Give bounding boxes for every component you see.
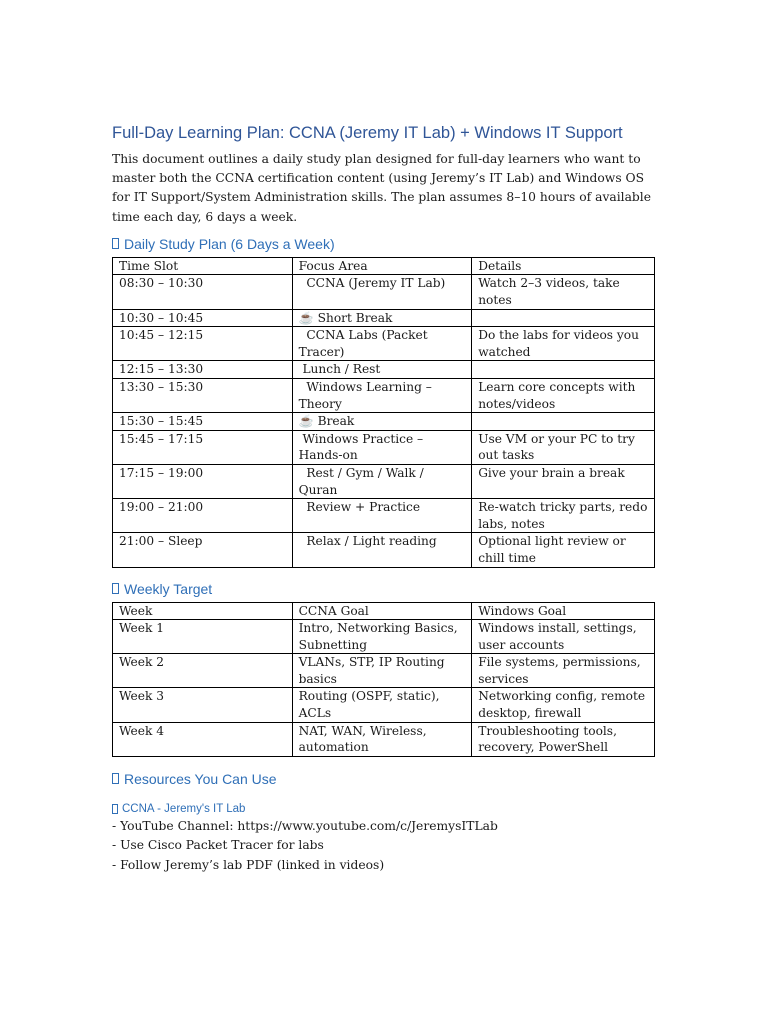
weekly-target-cell: NAT, WAN, Wireless, automation bbox=[292, 722, 472, 756]
daily-plan-table bbox=[112, 257, 655, 568]
resources-subheading-text: CCNA - Jeremy's IT Lab bbox=[122, 802, 246, 815]
weekly-target-cell: Troubleshooting tools, recovery, PowerShell bbox=[472, 722, 655, 756]
daily-plan-cell: Re-watch tricky parts, redo labs, notes bbox=[472, 499, 655, 533]
daily-plan-row bbox=[113, 464, 655, 498]
daily-plan-cell: 10:45 – 12:15 bbox=[113, 327, 293, 361]
weekly-target-cell: Week 1 bbox=[113, 620, 293, 654]
weekly-target-cell: VLANs, STP, IP Routing basics bbox=[292, 654, 472, 688]
daily-plan-cell: 15:45 – 17:15 bbox=[113, 430, 293, 464]
resource-line-youtube[interactable]: - YouTube Channel: https://www.youtube.com/c/JeremysITLab bbox=[112, 818, 498, 833]
resource-line-lab-pdf: - Follow Jeremy’s lab PDF (linked in videos) bbox=[112, 857, 385, 872]
weekly-target-table bbox=[112, 602, 655, 757]
weekly-target-cell: Week 2 bbox=[113, 654, 293, 688]
weekly-target-row bbox=[113, 688, 655, 722]
intro-paragraph: This document outlines a daily study plan designed for full-day learners who want to master both the CCNA certification content (using Jeremy’s IT Lab) and Windows OS for IT Support/System Administration skills. The plan assumes 8–10 hours of available time each day, 6 days a week. bbox=[112, 152, 652, 224]
daily-plan-row bbox=[113, 361, 655, 379]
daily-plan-cell: ☕ Short Break bbox=[292, 309, 472, 327]
daily-plan-header-cell: Details bbox=[472, 257, 655, 275]
weekly-target-cell: Week 4 bbox=[113, 722, 293, 756]
weekly-target-heading-text: Weekly Target bbox=[124, 580, 213, 597]
daily-plan-header-cell: Time Slot bbox=[113, 257, 293, 275]
weekly-target-cell: Networking config, remote desktop, firewall bbox=[472, 688, 655, 722]
missing-emoji-icon bbox=[112, 773, 119, 784]
weekly-target-cell: File systems, permissions, services bbox=[472, 654, 655, 688]
daily-plan-row bbox=[113, 378, 655, 412]
weekly-target-cell: Routing (OSPF, static), ACLs bbox=[292, 688, 472, 722]
document-title: Full-Day Learning Plan: CCNA (Jeremy IT Lab) + Windows IT Support bbox=[112, 124, 623, 142]
daily-plan-row bbox=[113, 533, 655, 567]
daily-plan-cell: Watch 2–3 videos, take notes bbox=[472, 275, 655, 309]
weekly-target-row bbox=[113, 722, 655, 756]
daily-plan-cell: 08:30 – 10:30 bbox=[113, 275, 293, 309]
daily-plan-cell: Learn core concepts with notes/videos bbox=[472, 378, 655, 412]
resources-heading bbox=[112, 771, 652, 787]
daily-plan-cell: Rest / Gym / Walk / Quran bbox=[292, 464, 472, 498]
daily-plan-header-cell: Focus Area bbox=[292, 257, 472, 275]
daily-plan-row bbox=[113, 430, 655, 464]
resources-heading-text: Resources You Can Use bbox=[124, 770, 277, 787]
daily-plan-cell: Give your brain a break bbox=[472, 464, 655, 498]
weekly-target-header-row bbox=[113, 602, 655, 620]
daily-plan-cell: Windows Learning – Theory bbox=[292, 378, 472, 412]
daily-plan-heading bbox=[112, 236, 652, 252]
daily-plan-cell: Review + Practice bbox=[292, 499, 472, 533]
daily-plan-row bbox=[113, 327, 655, 361]
resources-subheading bbox=[112, 803, 652, 815]
weekly-target-cell: Windows install, settings, user accounts bbox=[472, 620, 655, 654]
weekly-target-header-cell: CCNA Goal bbox=[292, 602, 472, 620]
resources-list bbox=[112, 817, 652, 876]
weekly-target-header-cell: Windows Goal bbox=[472, 602, 655, 620]
weekly-target-heading bbox=[112, 581, 652, 597]
daily-plan-cell: CCNA Labs (Packet Tracer) bbox=[292, 327, 472, 361]
daily-plan-cell: 13:30 – 15:30 bbox=[113, 378, 293, 412]
daily-plan-cell: CCNA (Jeremy IT Lab) bbox=[292, 275, 472, 309]
daily-plan-cell: Do the labs for videos you watched bbox=[472, 327, 655, 361]
daily-plan-cell: Relax / Light reading bbox=[292, 533, 472, 567]
daily-plan-cell: 15:30 – 15:45 bbox=[113, 413, 293, 431]
missing-emoji-icon bbox=[112, 238, 119, 249]
weekly-target-row bbox=[113, 620, 655, 654]
daily-plan-row bbox=[113, 309, 655, 327]
weekly-target-cell: Intro, Networking Basics, Subnetting bbox=[292, 620, 472, 654]
weekly-target-header-cell: Week bbox=[113, 602, 293, 620]
daily-plan-row bbox=[113, 499, 655, 533]
weekly-target-cell: Week 3 bbox=[113, 688, 293, 722]
daily-plan-cell: 19:00 – 21:00 bbox=[113, 499, 293, 533]
daily-plan-cell bbox=[472, 309, 655, 327]
resource-line-packet-tracer: - Use Cisco Packet Tracer for labs bbox=[112, 838, 324, 853]
daily-plan-cell: Windows Practice – Hands-on bbox=[292, 430, 472, 464]
daily-plan-cell: Lunch / Rest bbox=[292, 361, 472, 379]
weekly-target-row bbox=[113, 654, 655, 688]
missing-emoji-icon bbox=[112, 804, 118, 814]
missing-emoji-icon bbox=[112, 583, 119, 594]
daily-plan-heading-text: Daily Study Plan (6 Days a Week) bbox=[124, 235, 335, 252]
daily-plan-cell bbox=[472, 413, 655, 431]
daily-plan-cell: Optional light review or chill time bbox=[472, 533, 655, 567]
daily-plan-header-row bbox=[113, 257, 655, 275]
daily-plan-cell: 17:15 – 19:00 bbox=[113, 464, 293, 498]
daily-plan-row bbox=[113, 413, 655, 431]
document-page bbox=[112, 124, 652, 875]
daily-plan-cell bbox=[472, 361, 655, 379]
daily-plan-cell: ☕ Break bbox=[292, 413, 472, 431]
daily-plan-cell: 10:30 – 10:45 bbox=[113, 309, 293, 327]
daily-plan-cell: Use VM or your PC to try out tasks bbox=[472, 430, 655, 464]
daily-plan-cell: 12:15 – 13:30 bbox=[113, 361, 293, 379]
daily-plan-row bbox=[113, 275, 655, 309]
daily-plan-cell: 21:00 – Sleep bbox=[113, 533, 293, 567]
